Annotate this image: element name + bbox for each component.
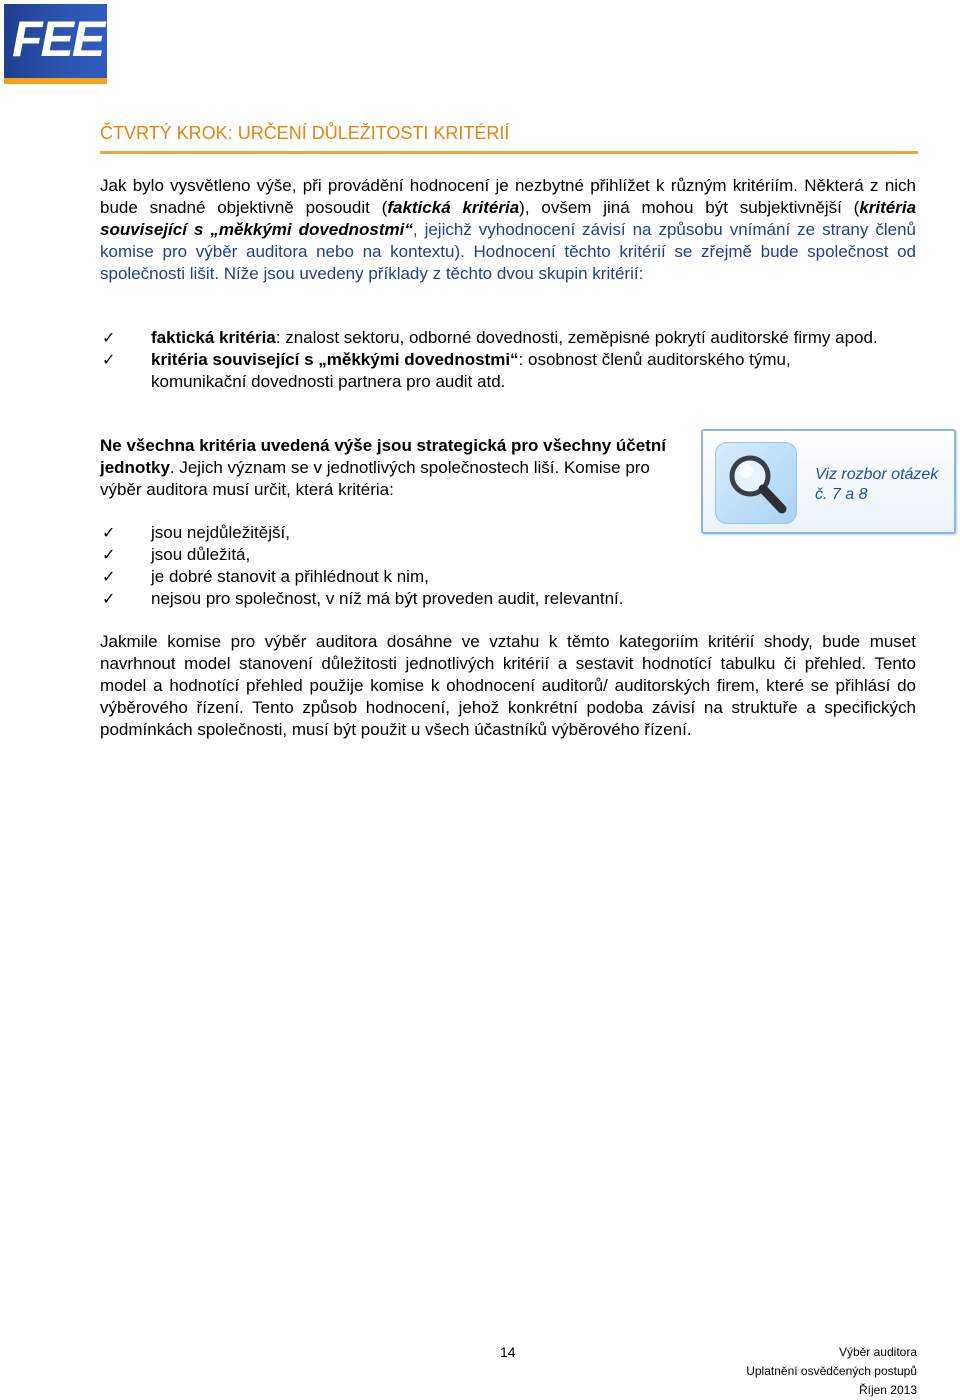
footer-info <box>746 1343 917 1400</box>
criteria-text: nejsou pro společnost, v níž má být proveden audit, relevantní. <box>151 589 624 608</box>
example-label: faktická kritéria <box>151 328 276 347</box>
intro-text-e: , jejichž vyhodnocení závisí na způsobu vnímání ze strany členů komise pro výběr auditora nebo na kontextu). Hodnocení těchto kritérií se zřejmě bude společnost od společnosti lišit. Níže jsou uvedeny příklady z těchto dvou skupin kritérií: <box>100 220 916 283</box>
list-item <box>100 566 920 588</box>
magnifier-icon <box>715 442 797 524</box>
section-heading: ČTVRTÝ KROK: URČENÍ DŮLEŽITOSTI KRITÉRIÍ <box>100 123 918 154</box>
fee-logo <box>4 4 107 84</box>
intro-paragraph <box>100 175 916 285</box>
list-item <box>100 544 920 566</box>
checkmark-icon: ✓ <box>102 328 116 347</box>
examples-list <box>100 327 920 393</box>
page-number: 14 <box>500 1344 516 1360</box>
criteria-list <box>100 522 920 610</box>
example-text: : znalost sektoru, odborné dovednosti, zeměpisné pokrytí auditorské firmy apod. <box>275 328 878 347</box>
criteria-text: jsou nejdůležitější, <box>151 523 290 542</box>
logo-text: FEE <box>12 11 104 67</box>
example-text: : osobnost členů auditorského týmu, komunikační dovednosti partnera pro audit atd. <box>151 350 791 391</box>
strategic-paragraph <box>100 435 688 501</box>
intro-text-a: Jak bylo vysvětleno výše, při provádění hodnocení je nezbytné přihlížet k různým kritériím. Některá z nich bude snadné objektivně posoudit ( <box>100 176 916 217</box>
closing-paragraph: Jakmile komise pro výběr auditora dosáhne ve vztahu k těmto kategoriím kritérií shody, bude muset navrhnout model stanovení důležitosti jednotlivých kritérií a sestavit hodnotící tabulku či přehled. Tento model a hodnotící přehled použije komise k ohodnocení auditorů/ auditorských firem, které se přihlásí do výběrového řízení. Tento způsob hodnocení, jehož konkrétní podoba závisí na struktuře a specifických podmínkách společnosti, musí být použit u všech účastníků výběrového řízení. <box>100 632 916 739</box>
footer-title: Výběr auditora <box>838 1345 917 1359</box>
strategic-emph: Ne všechna kritéria uvedená výše jsou strategická pro všechny účetní jednotky <box>100 436 666 477</box>
criteria-text: jsou důležitá, <box>151 545 251 564</box>
list-item <box>100 327 920 349</box>
strategic-text: . Jejich význam se v jednotlivých společnostech liší. Komise pro výběr auditora musí určit, která kritéria: <box>100 458 650 499</box>
reference-callout <box>701 429 956 534</box>
list-item <box>100 522 920 544</box>
intro-text-c: ), ovšem jiná mohou být subjektivnější ( <box>519 198 860 217</box>
footer-subtitle: Uplatnění osvědčených postupů <box>746 1364 917 1378</box>
criteria-text: je dobré stanovit a přihlédnout k nim, <box>151 567 429 586</box>
checkmark-icon: ✓ <box>102 589 116 608</box>
callout-text: Viz rozbor otázek č. 7 a 8 <box>815 466 939 503</box>
footer-date: Říjen 2013 <box>858 1383 917 1397</box>
intro-emph-soft: kritéria související s „měkkými dovednostmi“ <box>100 198 917 239</box>
list-item <box>100 588 920 610</box>
intro-emph-factual: faktická kritéria <box>387 198 520 217</box>
checkmark-icon: ✓ <box>102 545 116 564</box>
checkmark-icon: ✓ <box>102 567 116 586</box>
example-label: kritéria související s „měkkými dovednostmi“ <box>151 350 519 369</box>
checkmark-icon: ✓ <box>102 350 116 369</box>
checkmark-icon: ✓ <box>102 523 116 542</box>
list-item <box>100 349 920 393</box>
